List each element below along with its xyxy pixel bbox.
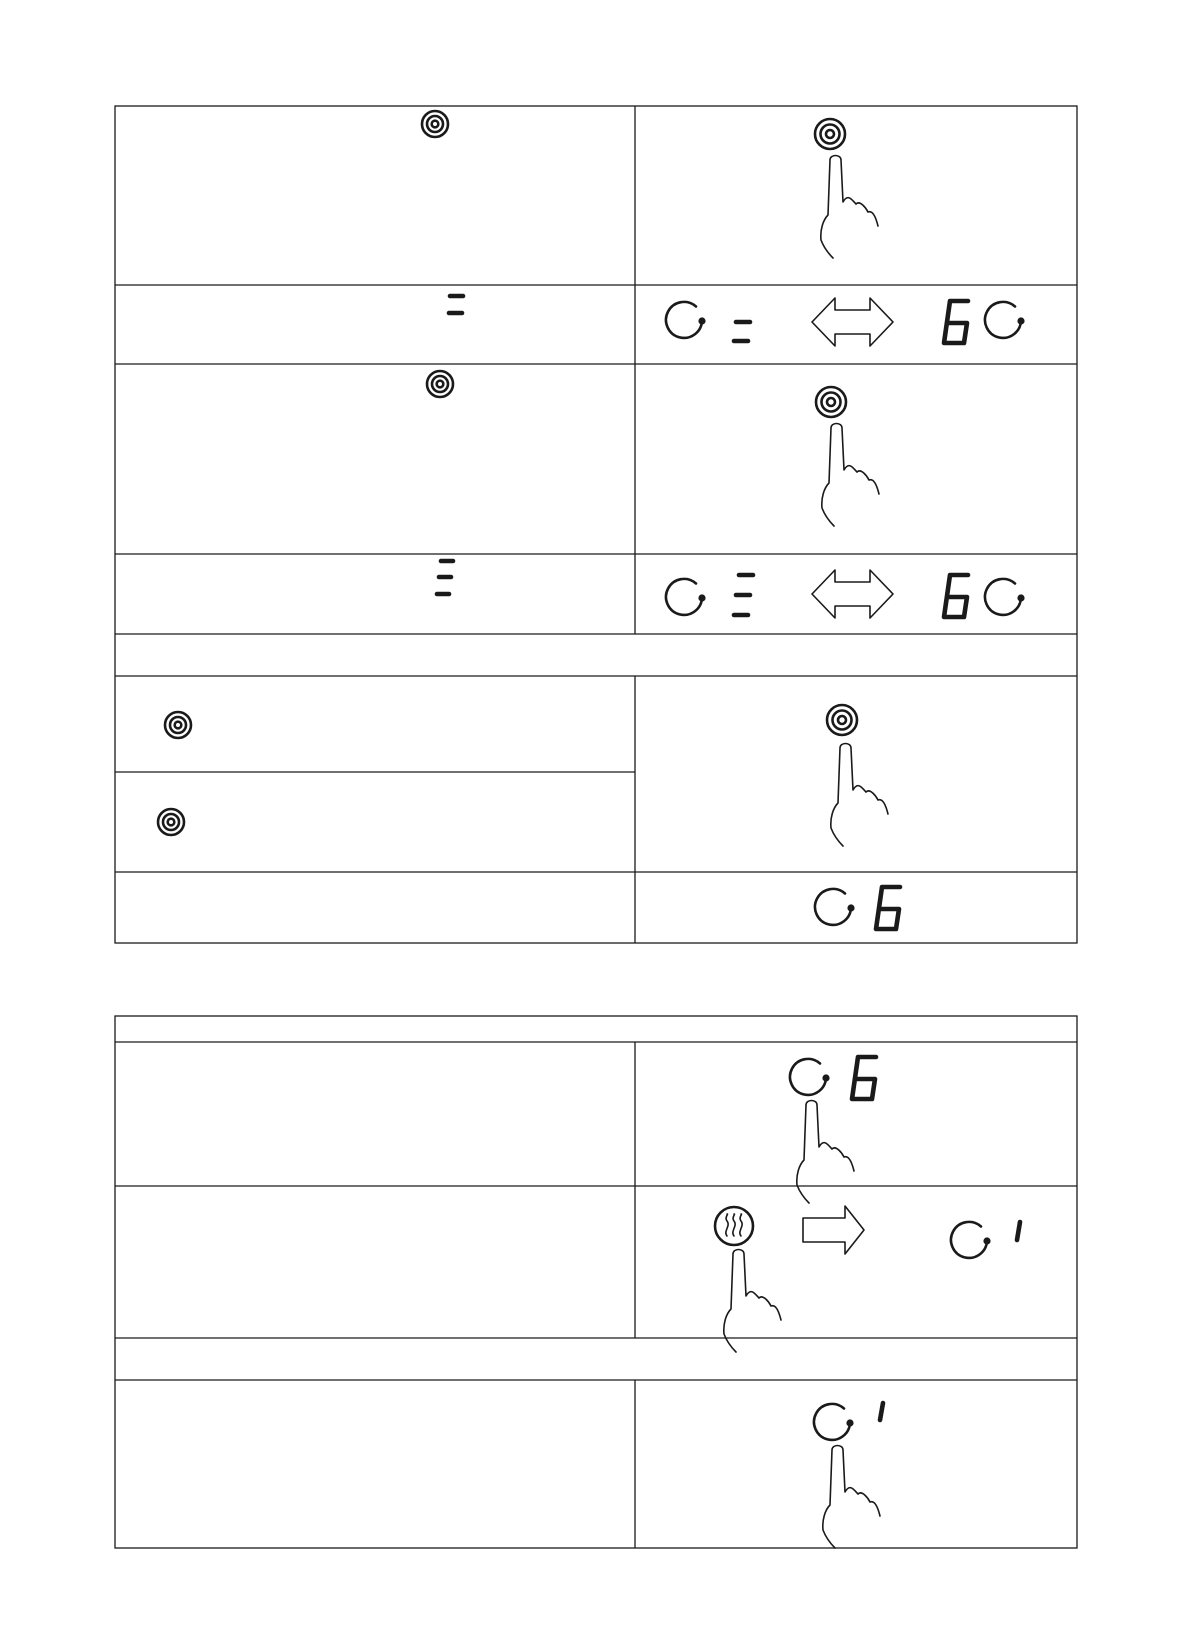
concentric-circles-icon — [816, 387, 846, 417]
table-2 — [115, 1016, 1077, 1548]
pointing-finger-icon — [822, 424, 879, 527]
double-headed-arrow-icon — [812, 570, 893, 618]
pointing-finger-icon — [831, 744, 888, 847]
level-three-bars-icon — [437, 561, 453, 594]
cooking-zone-indicator-icon — [666, 302, 706, 338]
concentric-circles-icon — [158, 809, 184, 835]
concentric-circles-icon — [427, 371, 453, 397]
cooking-zone-indicator-icon — [790, 1059, 830, 1095]
concentric-circles-icon — [815, 119, 845, 149]
level-six-display — [944, 575, 968, 617]
cooking-zone-indicator-icon — [814, 1404, 854, 1440]
pointing-finger-icon — [797, 1101, 854, 1204]
cooking-zone-indicator-icon — [815, 889, 855, 925]
level-one-display — [1017, 1222, 1020, 1240]
cooking-zone-indicator-icon — [666, 579, 706, 615]
pointing-finger-icon — [724, 1250, 781, 1353]
cooking-zone-indicator-icon — [985, 302, 1025, 338]
level-six-display — [944, 301, 968, 343]
cooking-zone-indicator-icon — [951, 1222, 991, 1258]
level-six-display — [852, 1057, 876, 1099]
keep-warm-icon — [715, 1207, 753, 1245]
level-three-bars-display — [734, 575, 753, 615]
level-one-display — [880, 1403, 883, 1420]
cooking-zone-indicator-icon — [985, 579, 1025, 615]
level-six-display — [876, 887, 900, 929]
concentric-circles-icon — [165, 712, 191, 738]
pointing-finger-icon — [823, 1446, 880, 1549]
pointing-finger-icon — [821, 156, 878, 259]
level-two-bars-display — [734, 322, 750, 341]
double-headed-arrow-icon — [812, 298, 893, 346]
right-arrow-icon — [803, 1206, 864, 1254]
table-1 — [115, 106, 1077, 943]
concentric-circles-icon — [827, 705, 857, 735]
level-two-bars-icon — [449, 296, 463, 313]
concentric-circles-icon — [422, 111, 448, 137]
